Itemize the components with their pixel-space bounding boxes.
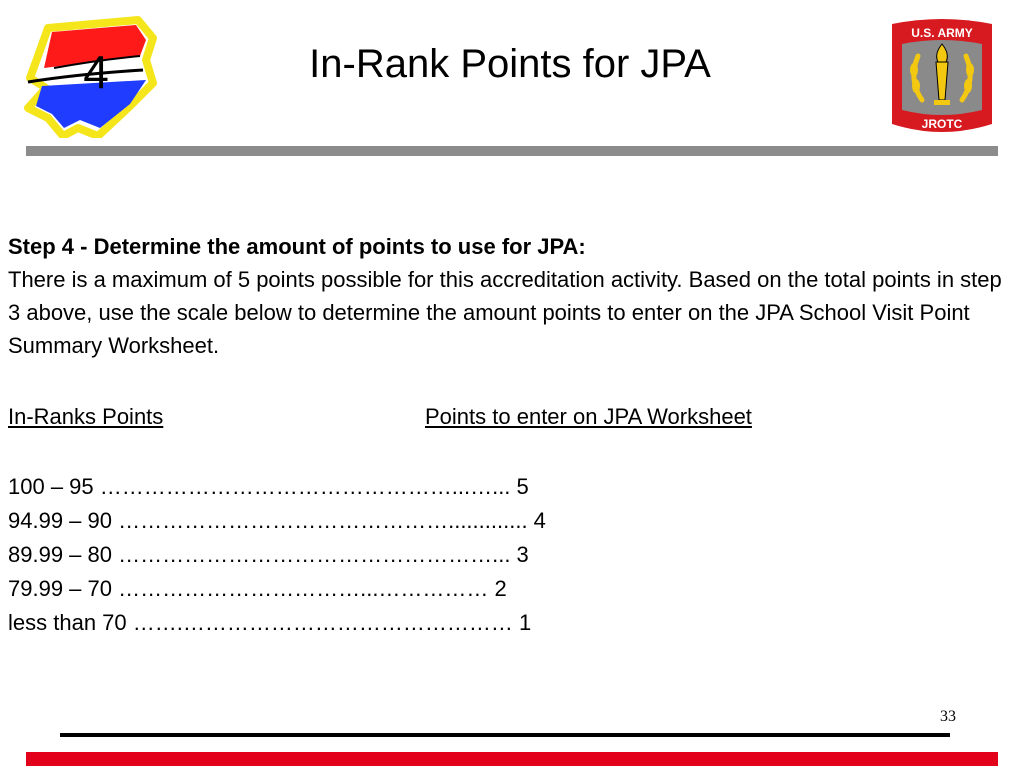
points-scale-list bbox=[8, 470, 546, 640]
slide-content bbox=[8, 230, 1014, 362]
patch-bottom-text: JROTC bbox=[921, 117, 963, 131]
header-divider bbox=[26, 146, 998, 156]
scale-row: 94.99 – 90 ………………………………………............. 4 bbox=[8, 508, 546, 533]
jrotc-torch-patch-icon bbox=[888, 14, 996, 136]
worksheet-points-header: Points to enter on JPA Worksheet bbox=[425, 404, 752, 429]
scale-row: 89.99 – 80 ……………………………………………... 3 bbox=[8, 542, 529, 567]
step-heading: Step 4 - Determine the amount of points to use for JPA: bbox=[8, 234, 586, 259]
in-ranks-points-header: In-Ranks Points bbox=[8, 404, 164, 429]
page-number: 33 bbox=[940, 708, 956, 725]
page-title: In-Rank Points for JPA bbox=[309, 42, 711, 86]
scale-row: 79.99 – 70 ……………………………...…………… 2 bbox=[8, 576, 507, 601]
instructions-paragraph: There is a maximum of 5 points possible for this accreditation activity. Based on the total points in step 3 above, use the scale below to determine the amount points to enter on the JPA School Visit Point Summary Worksheet. bbox=[8, 267, 1002, 358]
footer-red-bar bbox=[26, 752, 998, 766]
footer-black-rule bbox=[60, 733, 950, 737]
army-jrotc-patch bbox=[888, 14, 996, 136]
brigade-4-emblem bbox=[18, 8, 158, 138]
scale-row: 100 – 95 …………………………………………...…... 5 bbox=[8, 474, 529, 499]
emblem-digit: 4 bbox=[83, 46, 109, 98]
nc-state-4-logo-icon bbox=[18, 8, 158, 138]
patch-top-text: U.S. ARMY bbox=[911, 26, 973, 40]
scale-row: less than 70 …….……………………………………… 1 bbox=[8, 610, 532, 635]
